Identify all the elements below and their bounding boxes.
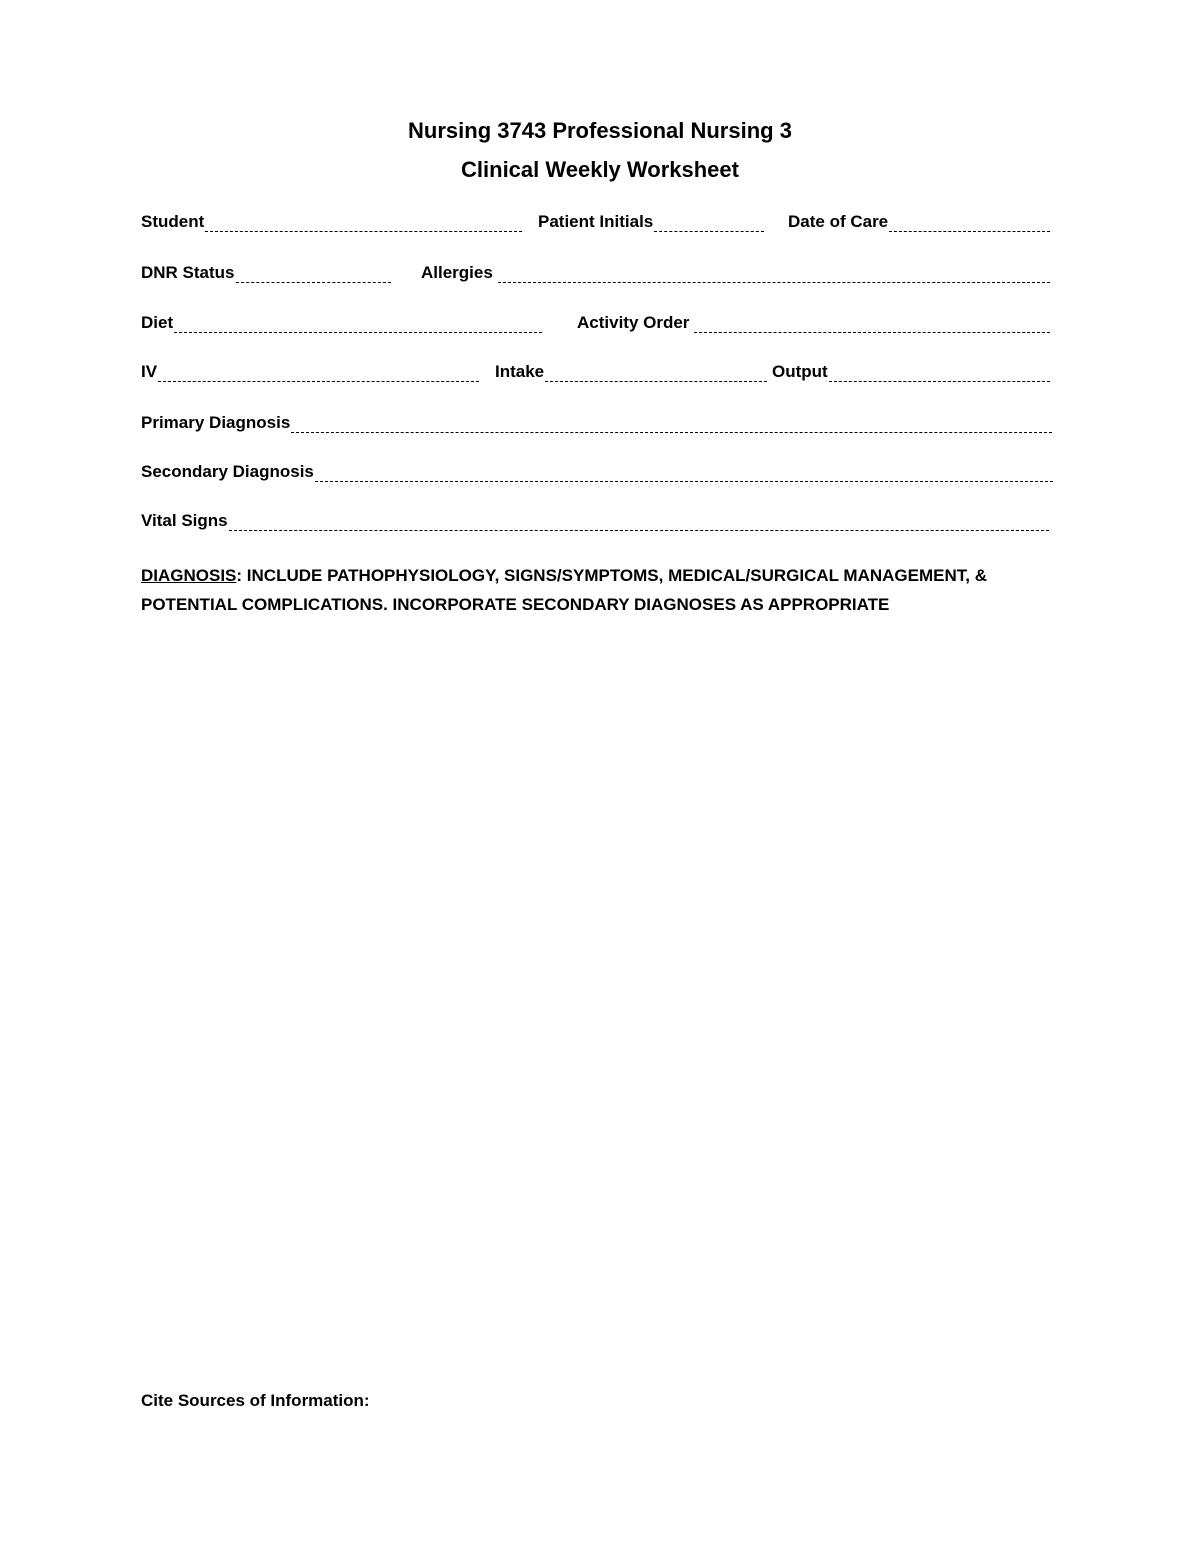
patient-initials-blank[interactable] (654, 214, 764, 232)
patient-initials-field[interactable] (538, 210, 764, 234)
vital-signs-label: Vital Signs (141, 511, 228, 530)
dnr-status-label: DNR Status (141, 263, 235, 282)
patient-initials-label: Patient Initials (538, 212, 654, 231)
date-of-care-field[interactable] (788, 210, 1050, 234)
diet-field[interactable] (141, 311, 542, 335)
primary-diagnosis-blank[interactable] (291, 415, 1052, 433)
activity-order-field[interactable] (577, 311, 1050, 335)
output-blank[interactable] (829, 364, 1050, 382)
diagnosis-instructions (141, 561, 1071, 619)
activity-order-label: Activity Order (577, 313, 690, 332)
vital-signs-field[interactable] (141, 509, 1049, 533)
student-field[interactable] (141, 210, 522, 234)
row-student-info (141, 210, 1053, 234)
page-title: Nursing 3743 Professional Nursing 3 (408, 118, 792, 143)
activity-order-blank[interactable] (694, 315, 1050, 333)
allergies-blank[interactable] (498, 265, 1050, 283)
primary-diagnosis-label: Primary Diagnosis (141, 413, 291, 432)
diagnosis-keyword: DIAGNOSIS (141, 566, 237, 585)
vital-signs-blank[interactable] (229, 513, 1049, 531)
iv-blank[interactable] (158, 364, 479, 382)
allergies-label: Allergies (421, 263, 493, 282)
row-vital-signs (141, 509, 1053, 533)
output-field[interactable] (772, 360, 1050, 384)
output-label: Output (772, 362, 828, 381)
dnr-status-field[interactable] (141, 261, 391, 285)
row-secondary-diagnosis (141, 460, 1053, 484)
primary-diagnosis-field[interactable] (141, 411, 1052, 435)
student-blank[interactable] (205, 214, 522, 232)
secondary-diagnosis-label: Secondary Diagnosis (141, 462, 314, 481)
intake-field[interactable] (495, 360, 767, 384)
intake-blank[interactable] (545, 364, 767, 382)
iv-label: IV (141, 362, 158, 381)
row-primary-diagnosis (141, 411, 1053, 435)
date-of-care-label: Date of Care (788, 212, 889, 231)
diet-blank[interactable] (174, 315, 542, 333)
diagnosis-instructions-text: : INCLUDE PATHOPHYSIOLOGY, SIGNS/SYMPTOMS, MEDICAL/SURGICAL MANAGEMENT, & POTENTIAL COMPLICATIONS. INCORPORATE SECONDARY DIAGNOSES AS APPROPRIATE (141, 566, 987, 614)
secondary-diagnosis-blank[interactable] (315, 464, 1053, 482)
row-iv-intake-output (141, 360, 1053, 384)
row-diet-activity (141, 311, 1053, 335)
iv-field[interactable] (141, 360, 479, 384)
page-subtitle: Clinical Weekly Worksheet (461, 157, 739, 182)
allergies-field[interactable] (421, 261, 1050, 285)
dnr-status-blank[interactable] (236, 265, 391, 283)
secondary-diagnosis-field[interactable] (141, 460, 1053, 484)
diet-label: Diet (141, 313, 174, 332)
cite-sources-label: Cite Sources of Information: (141, 1391, 370, 1410)
intake-label: Intake (495, 362, 545, 381)
student-label: Student (141, 212, 205, 231)
date-of-care-blank[interactable] (889, 214, 1050, 232)
row-dnr-allergies (141, 261, 1053, 285)
